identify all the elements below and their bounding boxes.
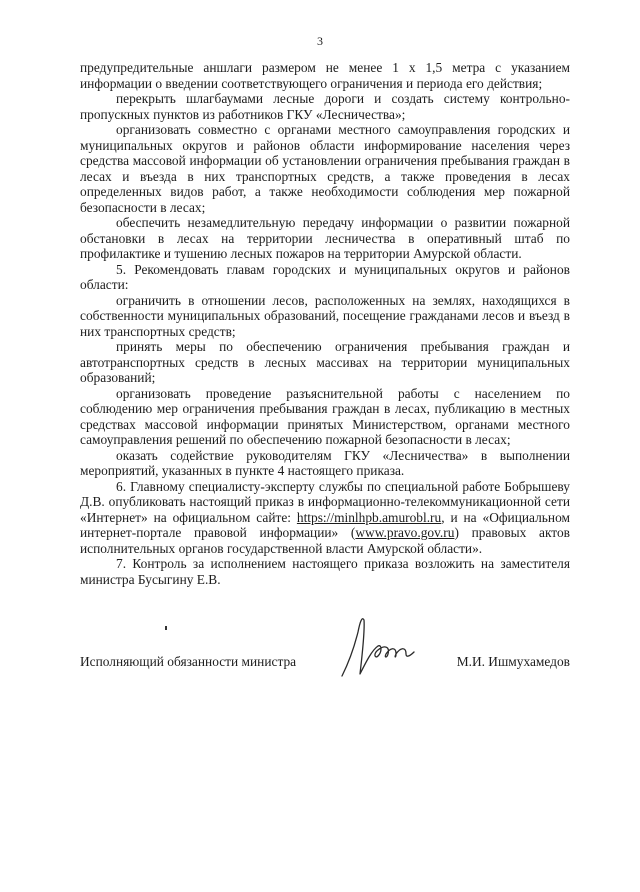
paragraph-4: обеспечить незамедлительную передачу информации о развитии пожарной обстановки в лесах на территории лесничества в оперативный штаб по профилактике и тушению лесных пожаров на территории Амурской области. (80, 215, 570, 261)
website-link[interactable]: https://minlhpb.amurobl.ru (296, 509, 442, 525)
paragraph-10-text-c: ) правовых актов исполнительных органов государственной власти Амурской области». (80, 525, 570, 556)
paragraph-10 (80, 479, 570, 557)
paragraph-9: оказать содействие руководителям ГКУ «Лесничества» в выполнении мероприятий, указанных в пункте 4 настоящего приказа. (80, 447, 570, 478)
paragraph-3: организовать совместно с органами местного самоуправления городских и муниципальных округов и районов области информирование населения через средства массовой информации об установлении ограничения пребывания граждан в лесах и въезда в них транспортных средств, а также проведения в лесах определенных видов работ, а также необходимости соблюдения мер пожарной безопасности в лесах; (80, 122, 570, 215)
legal-portal-link[interactable]: www.pravo.gov.ru (355, 525, 455, 540)
signatory-title: Исполняющий обязанности министра (80, 654, 297, 669)
paragraph-10-text-a: 6. Главному специалисту-эксперту службы по специальной работе Бобрышеву Д.В. опубликовать настоящий приказ в информационно-телекоммуникационной сети «Интернет» на официальном сайте: (80, 478, 570, 525)
document-body (80, 60, 570, 587)
paragraph-5: 5. Рекомендовать главам городских и муниципальных округов и районов области: (80, 261, 570, 292)
paragraph-10-text-b: , и на «Официальном интернет-портале правовой информации» ( (80, 509, 570, 540)
page-number: 3 (317, 34, 323, 48)
paragraph-1: предупредительные аншлаги размером не менее 1 х 1,5 метра с указанием информации о введении соответствующего ограничения и периода его действия; (80, 60, 570, 91)
signatory-name: М.И. Ишмухамедов (456, 654, 570, 669)
paragraph-11: 7. Контроль за исполнением настоящего приказа возложить на заместителя министра Бусыгину Е.В. (80, 556, 570, 587)
paragraph-7: принять меры по обеспечению ограничения пребывания граждан и автотранспортных средств в лесных массивах на территории муниципальных образований; (80, 339, 570, 385)
paragraph-6: ограничить в отношении лесов, расположенных на землях, находящихся в собственности муниципальных образований, посещение гражданами лесов и въезд в них транспортных средств; (80, 292, 570, 339)
signature-block (80, 654, 570, 670)
paragraph-2: перекрыть шлагбаумами лесные дороги и создать систему контрольно-пропускных пунктов из работников ГКУ «Лесничества»; (80, 91, 570, 122)
signature (338, 612, 428, 682)
paragraph-8: организовать проведение разъяснительной работы с населением по соблюдению мер ограничения пребывания граждан в лесах, публикацию в местных средствах массовой информации принятых Министерством, органами местного самоуправления решений по обеспечению пожарной безопасности в лесах; (80, 385, 570, 447)
ink-mark (165, 626, 167, 630)
